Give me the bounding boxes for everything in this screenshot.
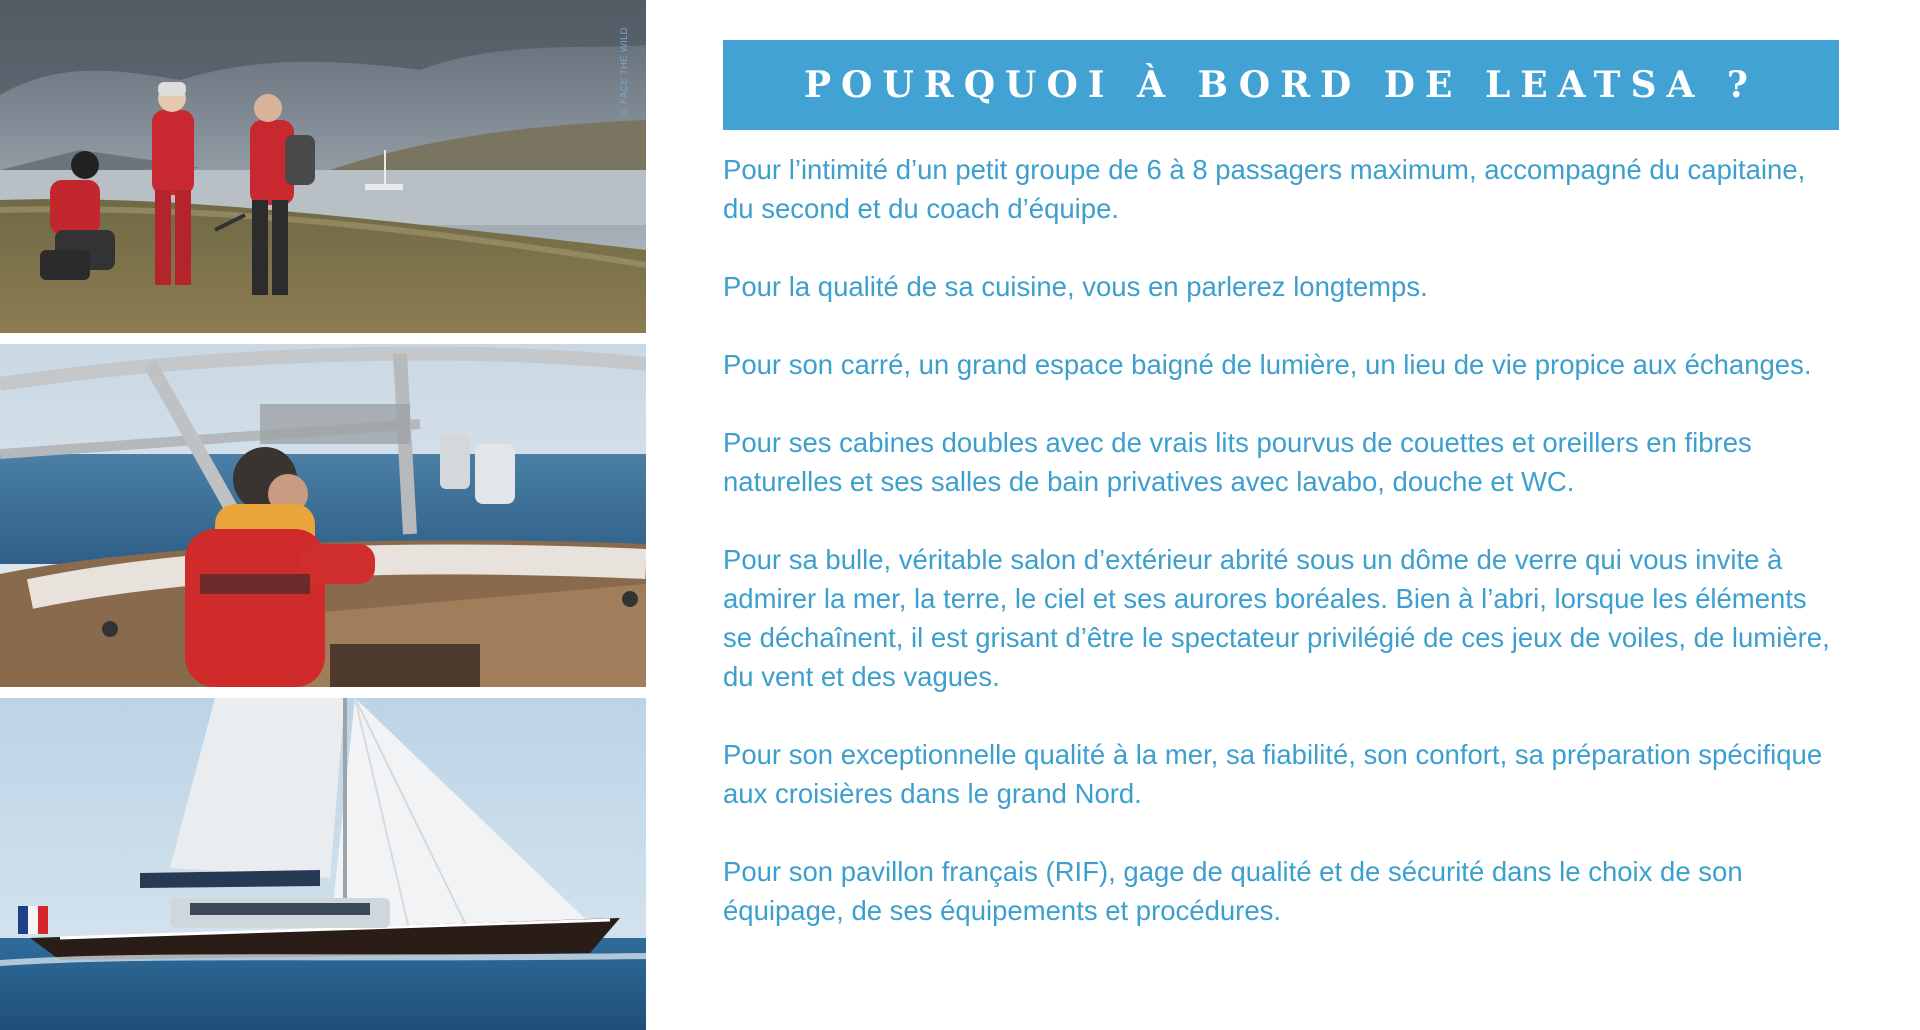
- photo-arctic-hikers: [0, 0, 646, 333]
- section-content: [723, 150, 1843, 969]
- paragraph-saloon: Pour son carré, un grand espace baigné de lumière, un lieu de vie propice aux échanges.: [723, 349, 1812, 380]
- paragraph-dome: Pour sa bulle, véritable salon d’extérieur abrité sous un dôme de verre qui vous invite à admirer la mer, la terre, le ciel et ses aurores boréales. Bien à l’abri, lorsque les éléments se déchaînent, il est grisant d’être le spectateur privilégié de ces jeux de voiles, de lumière, du vent et des vagues.: [723, 544, 1830, 692]
- photo-cockpit-dome: [0, 344, 646, 687]
- photo-cockpit-dome-image: [0, 344, 646, 687]
- section-title-bar: [723, 40, 1839, 130]
- paragraph-cuisine: Pour la qualité de sa cuisine, vous en parlerez longtemps.: [723, 271, 1428, 302]
- photo-arctic-hikers-image: [0, 0, 646, 333]
- paragraph-flag: Pour son pavillon français (RIF), gage de qualité et de sécurité dans le choix de son équipage, de ses équipements et procédures.: [723, 856, 1743, 926]
- paragraph-cabins: Pour ses cabines doubles avec de vrais lits pourvus de couettes et oreillers en fibres naturelles et ses salles de bain privatives avec lavabo, douche et WC.: [723, 427, 1752, 497]
- paragraph-group-size: Pour l’intimité d’un petit groupe de 6 à 8 passagers maximum, accompagné du capitaine, du second et du coach d’équipe.: [723, 154, 1806, 224]
- photo-sailboat: [0, 698, 646, 1030]
- section-title: POURQUOI À BORD DE LEATSA ?: [803, 64, 1759, 106]
- paragraph-seaworthiness: Pour son exceptionnelle qualité à la mer, sa fiabilité, son confort, sa préparation spécifique aux croisières dans le grand Nord.: [723, 739, 1823, 809]
- photo-credit: © FACE THE WILD: [619, 27, 630, 118]
- photo-sailboat-image: [0, 698, 646, 1030]
